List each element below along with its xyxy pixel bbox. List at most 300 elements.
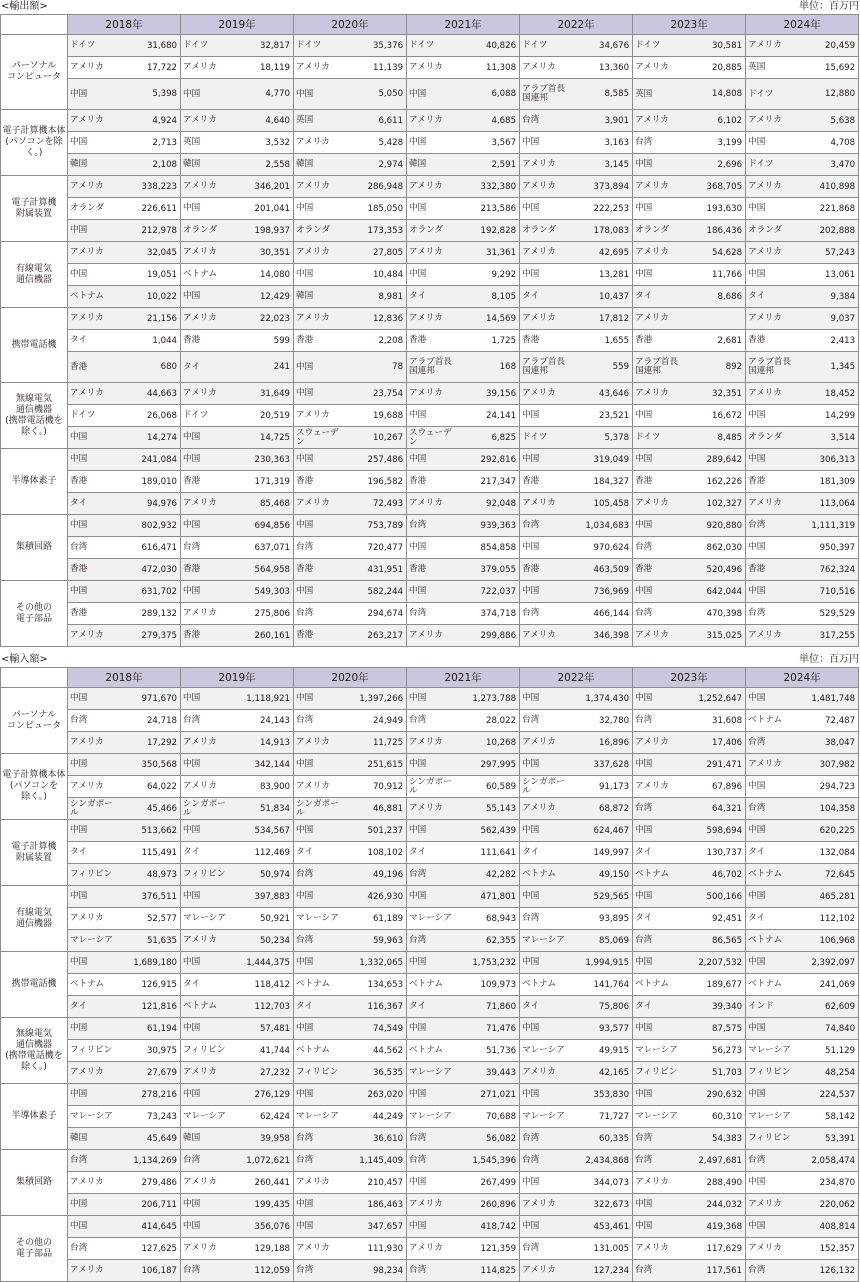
country-name: アラブ首長国連邦 bbox=[409, 357, 453, 376]
table-row bbox=[1, 198, 859, 220]
value-cell: 562,439 bbox=[458, 820, 520, 842]
country-name: 中国 bbox=[748, 137, 766, 147]
country-name: 中国 bbox=[748, 410, 766, 420]
country-cell bbox=[746, 581, 797, 603]
country-cell bbox=[746, 1018, 797, 1040]
country-name: ベトナム bbox=[296, 979, 330, 989]
country-name: アメリカ bbox=[70, 1067, 104, 1077]
country-cell bbox=[633, 952, 684, 974]
country-cell bbox=[181, 952, 232, 974]
country-cell bbox=[407, 996, 458, 1018]
value-cell: 1,444,375 bbox=[232, 952, 294, 974]
country-cell bbox=[633, 1106, 684, 1128]
value-cell: 32,351 bbox=[684, 383, 746, 405]
country-name: アメリカ bbox=[183, 313, 217, 323]
value-cell: 1,034,683 bbox=[571, 515, 633, 537]
country-cell bbox=[746, 242, 797, 264]
country-cell bbox=[633, 110, 684, 132]
country-name: アメリカ bbox=[748, 759, 782, 769]
country-name: 台湾 bbox=[183, 1265, 201, 1275]
year-header: 2024年 bbox=[746, 668, 859, 688]
country-name: 中国 bbox=[409, 1221, 427, 1231]
value-cell: 6,825 bbox=[458, 427, 520, 449]
country-cell bbox=[68, 1018, 119, 1040]
country-cell bbox=[181, 427, 232, 449]
value-cell: 720,477 bbox=[345, 537, 407, 559]
country-cell bbox=[68, 449, 119, 471]
country-cell bbox=[746, 1150, 797, 1172]
value-cell: 17,722 bbox=[119, 57, 181, 79]
country-cell bbox=[407, 330, 458, 352]
country-cell bbox=[520, 1128, 571, 1150]
country-name: 台湾 bbox=[296, 715, 314, 725]
country-cell bbox=[68, 79, 119, 110]
country-name: 香港 bbox=[70, 564, 88, 574]
country-cell bbox=[407, 732, 458, 754]
country-cell bbox=[633, 581, 684, 603]
value-cell: 93,577 bbox=[571, 1018, 633, 1040]
country-name: 中国 bbox=[296, 891, 314, 901]
country-name: 中国 bbox=[70, 693, 88, 703]
value-cell: 470,398 bbox=[684, 603, 746, 625]
country-cell bbox=[520, 264, 571, 286]
value-cell: 373,894 bbox=[571, 176, 633, 198]
country-cell bbox=[520, 493, 571, 515]
country-cell bbox=[294, 842, 345, 864]
country-cell bbox=[633, 1172, 684, 1194]
country-name: アメリカ bbox=[70, 115, 104, 125]
country-name: 中国 bbox=[522, 410, 540, 420]
country-cell bbox=[294, 1018, 345, 1040]
country-name: アメリカ bbox=[409, 181, 443, 191]
value-cell: 5,638 bbox=[797, 110, 859, 132]
country-name: フィリピン bbox=[296, 1067, 339, 1077]
value-cell: 598,694 bbox=[684, 820, 746, 842]
value-cell: 620,225 bbox=[797, 820, 859, 842]
country-name: 香港 bbox=[635, 564, 653, 574]
country-cell bbox=[520, 996, 571, 1018]
country-cell bbox=[294, 603, 345, 625]
value-cell: 722,037 bbox=[458, 581, 520, 603]
value-cell: 971,670 bbox=[119, 688, 181, 710]
country-cell bbox=[633, 1260, 684, 1282]
country-cell bbox=[294, 352, 345, 383]
country-name: 台湾 bbox=[635, 1265, 653, 1275]
value-cell: 297,995 bbox=[458, 754, 520, 776]
country-name: 中国 bbox=[409, 759, 427, 769]
value-cell: 379,055 bbox=[458, 559, 520, 581]
country-cell bbox=[633, 710, 684, 732]
value-cell: 529,529 bbox=[797, 603, 859, 625]
country-name: 中国 bbox=[522, 454, 540, 464]
corner-cell bbox=[1, 15, 68, 35]
country-name: タイ bbox=[748, 847, 766, 857]
country-cell bbox=[520, 1172, 571, 1194]
country-name: ベトナム bbox=[70, 979, 104, 989]
country-name: 中国 bbox=[70, 957, 88, 967]
value-cell: 106,968 bbox=[797, 930, 859, 952]
table-row bbox=[1, 820, 859, 842]
country-cell bbox=[746, 220, 797, 242]
country-name: アメリカ bbox=[635, 313, 669, 323]
value-cell: 51,703 bbox=[684, 1062, 746, 1084]
country-cell bbox=[633, 625, 684, 647]
country-name: アメリカ bbox=[70, 781, 104, 791]
country-name: 中国 bbox=[522, 203, 540, 213]
country-cell bbox=[633, 1040, 684, 1062]
category-cell bbox=[1, 754, 68, 820]
country-cell bbox=[68, 1084, 119, 1106]
export-unit: 単位：百万円 bbox=[799, 1, 859, 12]
country-cell bbox=[407, 493, 458, 515]
value-cell: 471,801 bbox=[458, 886, 520, 908]
country-name: 中国 bbox=[296, 520, 314, 530]
country-name: アメリカ bbox=[183, 1177, 217, 1187]
country-name: 中国 bbox=[522, 759, 540, 769]
value-cell: 291,471 bbox=[684, 754, 746, 776]
country-name: 中国 bbox=[70, 1199, 88, 1209]
country-name: ベトナム bbox=[635, 869, 670, 879]
value-cell: 14,808 bbox=[684, 79, 746, 110]
country-cell bbox=[181, 559, 232, 581]
country-cell bbox=[181, 776, 232, 798]
country-cell bbox=[181, 383, 232, 405]
country-name: アメリカ bbox=[409, 498, 443, 508]
country-cell bbox=[294, 1040, 345, 1062]
value-cell: 260,161 bbox=[232, 625, 294, 647]
value-cell: 60,310 bbox=[684, 1106, 746, 1128]
country-name: 台湾 bbox=[522, 715, 540, 725]
country-cell bbox=[520, 515, 571, 537]
country-name: 中国 bbox=[183, 454, 201, 464]
country-name: アメリカ bbox=[522, 247, 556, 257]
value-cell: 624,467 bbox=[571, 820, 633, 842]
country-name: アメリカ bbox=[296, 137, 330, 147]
country-cell bbox=[294, 1194, 345, 1216]
category-label-line: 半導体素子 bbox=[11, 1111, 57, 1121]
country-name: 台湾 bbox=[409, 1155, 427, 1165]
table-row bbox=[1, 754, 859, 776]
year-header: 2021年 bbox=[407, 668, 520, 688]
country-cell bbox=[68, 198, 119, 220]
value-cell: 2,207,532 bbox=[684, 952, 746, 974]
country-cell bbox=[746, 559, 797, 581]
country-name: タイ bbox=[183, 847, 201, 857]
table-row bbox=[1, 352, 859, 383]
value-cell: 60,335 bbox=[571, 1128, 633, 1150]
country-cell bbox=[181, 908, 232, 930]
country-cell bbox=[633, 754, 684, 776]
value-cell: 368,705 bbox=[684, 176, 746, 198]
value-cell: 376,511 bbox=[119, 886, 181, 908]
table-row bbox=[1, 908, 859, 930]
table-row bbox=[1, 110, 859, 132]
country-cell bbox=[407, 1150, 458, 1172]
country-name: アメリカ bbox=[409, 630, 443, 640]
country-cell bbox=[746, 952, 797, 974]
country-name: マレーシア bbox=[296, 1111, 339, 1121]
country-cell bbox=[520, 79, 571, 110]
country-cell bbox=[181, 710, 232, 732]
value-cell: 920,880 bbox=[684, 515, 746, 537]
country-name: 中国 bbox=[70, 269, 88, 279]
country-cell bbox=[633, 427, 684, 449]
value-cell: 57,243 bbox=[797, 242, 859, 264]
country-cell bbox=[68, 1106, 119, 1128]
country-cell bbox=[294, 308, 345, 330]
country-cell bbox=[68, 688, 119, 710]
country-name: 台湾 bbox=[183, 715, 201, 725]
value-cell: 762,324 bbox=[797, 559, 859, 581]
value-cell: 549,303 bbox=[232, 581, 294, 603]
value-cell: 162,226 bbox=[684, 471, 746, 493]
country-name: アメリカ bbox=[70, 62, 104, 72]
value-cell: 114,825 bbox=[458, 1260, 520, 1282]
table-row bbox=[1, 154, 859, 176]
country-cell bbox=[68, 886, 119, 908]
value-cell: 10,268 bbox=[458, 732, 520, 754]
category-label-line: その他の bbox=[15, 602, 52, 613]
table-row bbox=[1, 710, 859, 732]
value-cell: 51,834 bbox=[232, 798, 294, 820]
value-cell: 71,727 bbox=[571, 1106, 633, 1128]
value-cell: 27,232 bbox=[232, 1062, 294, 1084]
value-cell: 16,672 bbox=[684, 405, 746, 427]
country-cell bbox=[407, 581, 458, 603]
value-cell: 599 bbox=[232, 330, 294, 352]
country-cell bbox=[746, 132, 797, 154]
table-row bbox=[1, 842, 859, 864]
country-cell bbox=[294, 1106, 345, 1128]
value-cell: 222,253 bbox=[571, 198, 633, 220]
country-name: 中国 bbox=[522, 269, 540, 279]
category-cell bbox=[1, 242, 68, 308]
value-cell: 201,041 bbox=[232, 198, 294, 220]
value-cell: 221,868 bbox=[797, 198, 859, 220]
country-name: 台湾 bbox=[748, 1265, 766, 1275]
country-name: 中国 bbox=[409, 88, 427, 99]
country-cell bbox=[633, 330, 684, 352]
country-name: 中国 bbox=[409, 269, 427, 279]
value-cell: 18,119 bbox=[232, 57, 294, 79]
country-cell bbox=[181, 220, 232, 242]
country-name: 中国 bbox=[409, 454, 427, 464]
country-cell bbox=[633, 996, 684, 1018]
table-row bbox=[1, 449, 859, 471]
value-cell: 263,020 bbox=[345, 1084, 407, 1106]
country-name: アメリカ bbox=[409, 115, 443, 125]
country-name: 中国 bbox=[522, 137, 540, 147]
country-name: マレーシア bbox=[748, 1111, 791, 1121]
value-cell: 67,896 bbox=[684, 776, 746, 798]
country-cell bbox=[181, 308, 232, 330]
value-cell: 14,080 bbox=[232, 264, 294, 286]
value-cell: 44,663 bbox=[119, 383, 181, 405]
value-cell: 210,457 bbox=[345, 1172, 407, 1194]
country-cell bbox=[633, 493, 684, 515]
country-cell bbox=[746, 264, 797, 286]
country-name: 中国 bbox=[748, 1089, 766, 1099]
country-cell bbox=[407, 242, 458, 264]
country-name: 台湾 bbox=[522, 913, 540, 923]
year-header: 2022年 bbox=[520, 668, 633, 688]
value-cell: 582,244 bbox=[345, 581, 407, 603]
country-name: 中国 bbox=[296, 361, 314, 372]
country-cell bbox=[181, 242, 232, 264]
value-cell: 24,949 bbox=[345, 710, 407, 732]
value-cell: 39,958 bbox=[232, 1128, 294, 1150]
value-cell: 230,363 bbox=[232, 449, 294, 471]
country-name: タイ bbox=[296, 1001, 314, 1011]
country-cell bbox=[746, 1106, 797, 1128]
country-cell bbox=[407, 1106, 458, 1128]
country-name: 香港 bbox=[409, 335, 427, 345]
value-cell: 31,361 bbox=[458, 242, 520, 264]
country-name: スウェーデン bbox=[409, 427, 452, 447]
value-cell: 374,718 bbox=[458, 603, 520, 625]
table-row bbox=[1, 220, 859, 242]
country-cell bbox=[181, 688, 232, 710]
country-cell bbox=[181, 581, 232, 603]
country-cell bbox=[520, 383, 571, 405]
country-name: マレーシア bbox=[522, 1045, 565, 1055]
country-name: 中国 bbox=[409, 410, 427, 420]
country-name: アラブ首長国連邦 bbox=[522, 357, 566, 376]
country-name: アメリカ bbox=[296, 62, 330, 72]
country-name: アメリカ bbox=[635, 630, 669, 640]
value-cell: 42,165 bbox=[571, 1062, 633, 1084]
country-name: 台湾 bbox=[296, 1133, 314, 1143]
country-cell bbox=[746, 286, 797, 308]
country-name: タイ bbox=[296, 847, 314, 857]
country-name: 台湾 bbox=[296, 869, 314, 879]
country-cell bbox=[520, 1062, 571, 1084]
country-cell bbox=[520, 220, 571, 242]
table-row bbox=[1, 1084, 859, 1106]
value-cell: 2,108 bbox=[119, 154, 181, 176]
country-name: 韓国 bbox=[183, 1133, 201, 1143]
country-name: マレーシア bbox=[409, 1111, 452, 1121]
country-cell bbox=[407, 559, 458, 581]
country-name: ドイツ bbox=[635, 432, 661, 442]
value-cell: 217,347 bbox=[458, 471, 520, 493]
value-cell: 24,718 bbox=[119, 710, 181, 732]
value-cell: 14,274 bbox=[119, 427, 181, 449]
country-name: 中国 bbox=[296, 88, 314, 99]
country-name: 中国 bbox=[635, 693, 653, 703]
value-cell: 28,022 bbox=[458, 710, 520, 732]
country-name: アメリカ bbox=[409, 737, 443, 747]
country-cell bbox=[181, 79, 232, 110]
category-label-line: 電子計算機 bbox=[11, 841, 57, 852]
country-cell bbox=[294, 710, 345, 732]
country-name: ベトナム bbox=[296, 1045, 330, 1055]
value-cell: 189,010 bbox=[119, 471, 181, 493]
country-cell bbox=[746, 449, 797, 471]
value-cell: 193,630 bbox=[684, 198, 746, 220]
country-cell bbox=[181, 1128, 232, 1150]
country-name: 台湾 bbox=[522, 1133, 540, 1143]
country-cell bbox=[181, 732, 232, 754]
country-cell bbox=[294, 220, 345, 242]
value-cell: 408,814 bbox=[797, 1216, 859, 1238]
value-cell: 220,062 bbox=[797, 1194, 859, 1216]
value-cell: 49,196 bbox=[345, 864, 407, 886]
value-cell: 2,558 bbox=[232, 154, 294, 176]
value-cell: 51,635 bbox=[119, 930, 181, 952]
value-cell: 213,586 bbox=[458, 198, 520, 220]
country-cell bbox=[68, 1128, 119, 1150]
country-name: 台湾 bbox=[183, 1155, 201, 1165]
country-cell bbox=[181, 352, 232, 383]
value-cell: 26,068 bbox=[119, 405, 181, 427]
value-cell: 202,888 bbox=[797, 220, 859, 242]
value-cell: 19,688 bbox=[345, 405, 407, 427]
country-name: 中国 bbox=[70, 137, 88, 147]
country-cell bbox=[294, 952, 345, 974]
value-cell: 306,313 bbox=[797, 449, 859, 471]
country-cell bbox=[520, 449, 571, 471]
value-cell: 356,076 bbox=[232, 1216, 294, 1238]
country-cell bbox=[181, 198, 232, 220]
table-row bbox=[1, 1194, 859, 1216]
country-cell bbox=[746, 603, 797, 625]
category-cell bbox=[1, 1084, 68, 1150]
country-name: 台湾 bbox=[409, 935, 427, 945]
country-cell bbox=[746, 330, 797, 352]
country-cell bbox=[181, 754, 232, 776]
country-name: オランダ bbox=[409, 225, 444, 235]
country-cell bbox=[746, 1194, 797, 1216]
country-name: ドイツ bbox=[522, 40, 548, 50]
country-name: マレーシア bbox=[635, 1111, 678, 1121]
category-cell bbox=[1, 1018, 68, 1084]
country-name: インド bbox=[748, 1001, 774, 1011]
country-cell bbox=[520, 537, 571, 559]
value-cell: 8,981 bbox=[345, 286, 407, 308]
country-cell bbox=[746, 710, 797, 732]
value-cell: 171,319 bbox=[232, 471, 294, 493]
value-cell: 342,144 bbox=[232, 754, 294, 776]
value-cell: 353,830 bbox=[571, 1084, 633, 1106]
value-cell: 337,628 bbox=[571, 754, 633, 776]
value-cell: 111,930 bbox=[345, 1238, 407, 1260]
country-cell bbox=[294, 559, 345, 581]
table-row bbox=[1, 132, 859, 154]
country-cell bbox=[294, 405, 345, 427]
country-name: 韓国 bbox=[296, 159, 314, 169]
country-name: アメリカ bbox=[296, 781, 330, 791]
value-cell: 286,948 bbox=[345, 176, 407, 198]
value-cell: 319,049 bbox=[571, 449, 633, 471]
country-name: アメリカ bbox=[748, 115, 782, 125]
value-cell: 131,005 bbox=[571, 1238, 633, 1260]
country-cell bbox=[294, 176, 345, 198]
value-cell: 48,973 bbox=[119, 864, 181, 886]
value-cell: 463,509 bbox=[571, 559, 633, 581]
value-cell: 338,223 bbox=[119, 176, 181, 198]
value-cell: 181,309 bbox=[797, 471, 859, 493]
country-name: 台湾 bbox=[635, 1155, 653, 1165]
value-cell: 198,937 bbox=[232, 220, 294, 242]
country-name: アメリカ bbox=[183, 388, 217, 398]
country-name: オランダ bbox=[522, 225, 557, 235]
value-cell: 192,828 bbox=[458, 220, 520, 242]
value-cell: 21,156 bbox=[119, 308, 181, 330]
value-cell: 45,649 bbox=[119, 1128, 181, 1150]
country-name: 台湾 bbox=[183, 542, 201, 552]
value-cell: 426,930 bbox=[345, 886, 407, 908]
